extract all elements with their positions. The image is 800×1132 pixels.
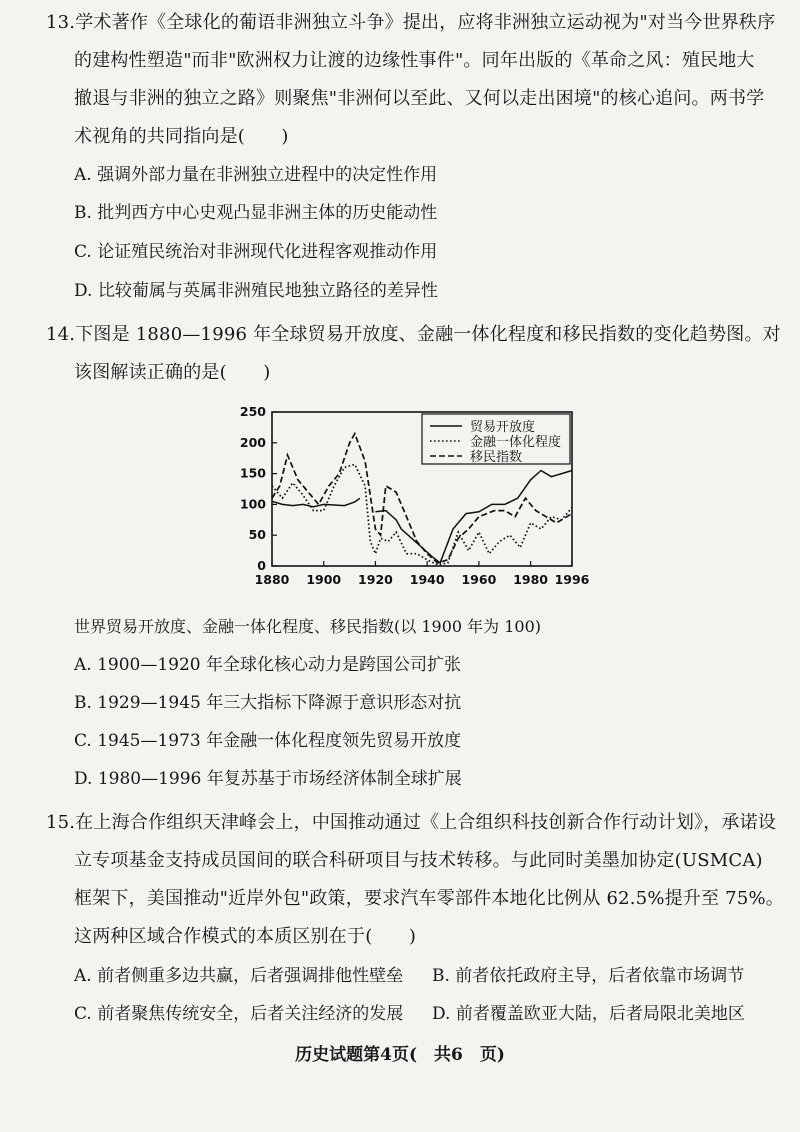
question-15-option-c: C. 前者聚焦传统安全，后者关注经济的发展 [74,1004,404,1024]
question-14-option-a: A. 1900—1920 年全球化核心动力是跨国公司扩张 [74,655,462,675]
y-tick-label: 100 [239,496,266,512]
legend-label: 移民指数 [470,450,523,465]
question-14-option-d: D. 1980—1996 年复苏基于市场经济体制全球扩展 [74,769,462,789]
y-tick-label: 200 [239,434,266,450]
chart-caption: 世界贸易开放度、金融一体化程度、移民指数(以 1900 年为 100) [74,617,542,636]
y-tick-label: 150 [239,465,266,481]
x-tick-label: 1980 [513,572,549,587]
y-tick-label: 50 [248,527,266,543]
y-tick-label: 250 [239,404,266,419]
question-13-line-3: 撤退与非洲的独立之路》则聚焦"非洲何以至此、又何以走出困境"的核心追问。两书学 [74,88,765,109]
question-15-line-2: 立专项基金支持成员国间的联合科研项目与技术转移。与此同时美墨加协定(USMCA) [74,850,763,871]
trend-chart [222,400,592,600]
question-14-option-b: B. 1929—1945 年三大指标下降源于意识形态对抗 [74,693,462,713]
question-14-line-1: 14.下图是 1880—1996 年全球贸易开放度、金融一体化程度和移民指数的变化趋势图。对 [46,324,781,345]
question-13-option-b: B. 批判西方中心史观凸显非洲主体的历史能动性 [74,203,438,223]
question-15-line-1: 15.在上海合作组织天津峰会上，中国推动通过《上合组织科技创新合作行动计划》，承诺设 [46,812,777,833]
x-tick-label: 1900 [306,572,342,587]
question-13-line-1: 13.学术著作《全球化的葡语非洲独立斗争》提出，应将非洲独立运动视为"对当今世界秩序 [46,12,776,33]
chart-legend [422,414,570,465]
series-line-1 [272,471,572,563]
x-tick-label: 1960 [461,572,497,587]
series-line-2 [272,464,572,564]
x-tick-label: 1920 [358,572,393,587]
question-15-option-a: A. 前者侧重多边共赢，后者强调排他性壁垒 [74,966,404,986]
question-15-option-d: D. 前者覆盖欧亚大陆，后者局限北美地区 [432,1004,745,1024]
question-13-option-d: D. 比较葡属与英属非洲殖民地独立路径的差异性 [74,281,438,301]
question-15-line-3: 框架下，美国推动"近岸外包"政策，要求汽车零部件本地化比例从 62.5%提升至 75%。 [74,888,784,909]
question-13-line-4: 术视角的共同指向是( ) [74,126,289,147]
question-15-line-4: 这两种区域合作模式的本质区别在于( ) [74,926,417,947]
page-footer: 历史试题第4页( 共6 页) [295,1045,505,1065]
x-tick-label: 1940 [409,572,445,587]
question-15-option-b: B. 前者依托政府主导，后者依靠市场调节 [432,966,745,986]
question-13-option-c: C. 论证殖民统治对非洲现代化进程客观推动作用 [74,242,438,262]
legend-label: 金融一体化程度 [470,435,562,450]
question-14-option-c: C. 1945—1973 年金融一体化程度领先贸易开放度 [74,731,462,751]
legend-label: 贸易开放度 [470,420,536,435]
y-tick-label: 0 [257,558,266,573]
x-tick-label: 1996 [554,572,590,587]
question-13-line-2: 的建构性塑造"而非"欧洲权力让渡的边缘性事件"。同年出版的《革命之风：殖民地大 [74,50,755,71]
x-tick-label: 1880 [254,572,290,587]
question-13-option-a: A. 强调外部力量在非洲独立进程中的决定性作用 [74,165,438,185]
question-14-line-2: 该图解读正确的是( ) [74,362,271,383]
